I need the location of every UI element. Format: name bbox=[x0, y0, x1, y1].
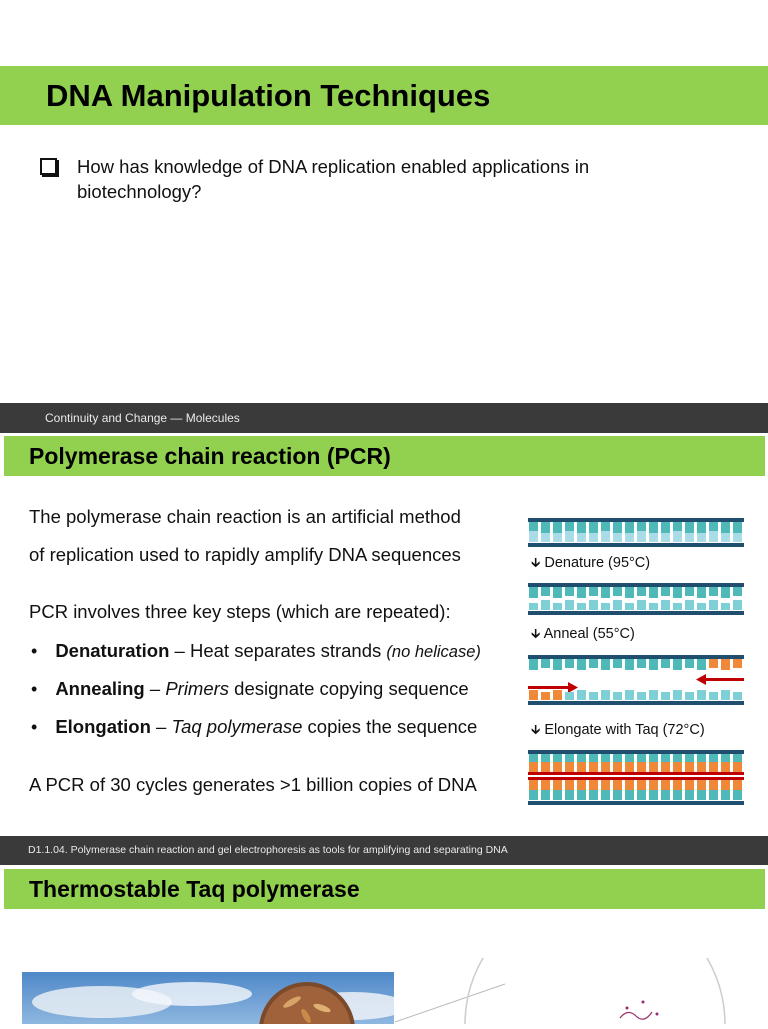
step-elongation bbox=[31, 715, 477, 739]
dna-base bbox=[685, 600, 694, 610]
dna-base bbox=[625, 754, 634, 762]
dna-base bbox=[721, 659, 730, 670]
dna-base bbox=[565, 754, 574, 762]
dna-base bbox=[589, 600, 598, 610]
dna-base bbox=[553, 762, 562, 773]
dna-base bbox=[697, 659, 706, 670]
dna-base bbox=[613, 600, 622, 610]
dna-base bbox=[709, 531, 718, 542]
dna-base bbox=[733, 692, 742, 700]
dna-base bbox=[685, 659, 694, 668]
dna-base bbox=[625, 762, 634, 773]
elongate-label bbox=[531, 721, 705, 739]
step-term: Denaturation bbox=[55, 640, 170, 661]
slide1-footer-text: Continuity and Change — Molecules bbox=[45, 411, 240, 425]
dna-base bbox=[553, 587, 562, 598]
primer bbox=[704, 678, 744, 681]
dna-strand bbox=[528, 543, 744, 547]
dna-base bbox=[553, 790, 562, 800]
dna-base bbox=[733, 659, 742, 668]
dna-base bbox=[589, 587, 598, 596]
dna-base bbox=[697, 603, 706, 610]
dna-strand bbox=[528, 611, 744, 615]
primer bbox=[528, 686, 568, 689]
bullet-icon: • bbox=[31, 641, 38, 661]
dna-base bbox=[577, 790, 586, 800]
dna-base bbox=[553, 522, 562, 534]
dna-base bbox=[721, 522, 730, 534]
dna-base bbox=[613, 692, 622, 700]
dna-base bbox=[625, 780, 634, 790]
dna-base bbox=[577, 603, 586, 610]
dna-base bbox=[625, 587, 634, 598]
dna-base bbox=[565, 587, 574, 596]
primer bbox=[528, 772, 744, 775]
slide2-footer-text: D1.1.04. Polymerase chain reaction and gel electrophoresis as tools for amplifying and separating DNA bbox=[28, 844, 508, 856]
denature-label-text: Denature (95°C) bbox=[544, 555, 651, 571]
dna-base bbox=[541, 600, 550, 610]
dna-base bbox=[601, 522, 610, 532]
dna-base bbox=[625, 659, 634, 670]
step-sep: – bbox=[169, 640, 190, 661]
dna-base bbox=[565, 600, 574, 610]
dna-base bbox=[601, 659, 610, 670]
dna-base bbox=[613, 754, 622, 762]
dna-base bbox=[709, 754, 718, 762]
dna-base bbox=[733, 762, 742, 773]
dna-base bbox=[709, 692, 718, 700]
dna-base bbox=[673, 754, 682, 762]
intro-line-2: of replication used to rapidly amplify DNA sequences bbox=[29, 544, 461, 565]
dna-base bbox=[577, 762, 586, 773]
slide3-title: Thermostable Taq polymerase bbox=[29, 876, 360, 902]
dna-base bbox=[601, 754, 610, 762]
dna-base bbox=[709, 762, 718, 773]
dna-base bbox=[661, 659, 670, 668]
dna-base bbox=[565, 692, 574, 700]
dna-base bbox=[709, 522, 718, 532]
dna-base bbox=[733, 790, 742, 800]
dna-base bbox=[541, 762, 550, 773]
dna-base bbox=[613, 587, 622, 596]
dna-base bbox=[589, 780, 598, 790]
dna-base bbox=[541, 587, 550, 596]
dna-base bbox=[553, 533, 562, 542]
dna-base bbox=[649, 603, 658, 610]
dna-base bbox=[553, 659, 562, 670]
dna-strand bbox=[528, 518, 744, 522]
dna-base bbox=[673, 587, 682, 598]
dna-base bbox=[661, 587, 670, 596]
step-term: Elongation bbox=[55, 716, 151, 737]
dna-base bbox=[529, 762, 538, 773]
step-annealing bbox=[31, 677, 469, 701]
dna-base bbox=[637, 587, 646, 596]
dna-base bbox=[553, 754, 562, 762]
dna-base bbox=[697, 790, 706, 800]
dna-base bbox=[673, 531, 682, 542]
denature-label bbox=[531, 554, 650, 572]
dna-base bbox=[541, 780, 550, 790]
step-italic: Taq polymerase bbox=[171, 716, 303, 737]
dna-base bbox=[673, 762, 682, 773]
dna-base bbox=[649, 659, 658, 670]
dna-base bbox=[625, 522, 634, 534]
dna-base bbox=[541, 754, 550, 762]
dna-base bbox=[721, 587, 730, 598]
dna-base bbox=[709, 659, 718, 668]
dna-base bbox=[685, 754, 694, 762]
dna-strand bbox=[528, 801, 744, 805]
dna-base bbox=[541, 533, 550, 542]
dna-base bbox=[529, 522, 538, 532]
dna-base bbox=[649, 754, 658, 762]
dna-base bbox=[661, 762, 670, 773]
dna-base bbox=[529, 531, 538, 542]
conclusion: A PCR of 30 cycles generates >1 billion copies of DNA bbox=[29, 774, 477, 795]
dna-base bbox=[541, 692, 550, 700]
dna-base bbox=[637, 790, 646, 800]
dna-base bbox=[637, 531, 646, 542]
dna-base bbox=[601, 780, 610, 790]
dna-base bbox=[709, 587, 718, 596]
dna-base bbox=[601, 690, 610, 700]
dna-base bbox=[721, 762, 730, 773]
dna-base bbox=[721, 603, 730, 610]
step-desc: Heat separates strands bbox=[189, 640, 387, 661]
dna-base bbox=[613, 659, 622, 668]
dna-base bbox=[721, 790, 730, 800]
dna-base bbox=[577, 659, 586, 670]
dna-base bbox=[529, 690, 538, 700]
dna-base bbox=[577, 587, 586, 598]
checkbox-icon bbox=[40, 158, 57, 175]
dna-base bbox=[589, 790, 598, 800]
dna-base bbox=[673, 522, 682, 532]
dna-base bbox=[625, 533, 634, 542]
slide1-question: How has knowledge of DNA replication enabled applications in biotechnology? bbox=[77, 156, 590, 202]
dna-base bbox=[601, 790, 610, 800]
dna-base bbox=[637, 762, 646, 773]
dna-strand bbox=[528, 701, 744, 705]
dna-base bbox=[697, 522, 706, 534]
dna-base bbox=[661, 790, 670, 800]
dna-base bbox=[565, 659, 574, 668]
dna-base bbox=[721, 780, 730, 790]
dna-base bbox=[577, 533, 586, 542]
dna-base bbox=[637, 600, 646, 610]
dna-base bbox=[697, 754, 706, 762]
step-desc: designate copying sequence bbox=[229, 678, 469, 699]
intro-line-1: The polymerase chain reaction is an artificial method bbox=[29, 506, 461, 527]
dna-base bbox=[697, 690, 706, 700]
dna-base bbox=[625, 690, 634, 700]
dna-base bbox=[661, 522, 670, 534]
step-sep: – bbox=[144, 678, 166, 699]
dna-base bbox=[709, 780, 718, 790]
dna-base bbox=[685, 790, 694, 800]
dna-base bbox=[541, 659, 550, 668]
dna-base bbox=[733, 600, 742, 610]
dna-base bbox=[637, 522, 646, 532]
dna-base bbox=[613, 780, 622, 790]
dna-base bbox=[589, 522, 598, 534]
dna-base bbox=[661, 533, 670, 542]
bullet-icon: • bbox=[31, 679, 38, 699]
dna-base bbox=[697, 533, 706, 542]
elongate-label-text: Elongate with Taq (72°C) bbox=[544, 722, 705, 738]
dna-base bbox=[553, 690, 562, 700]
dna-base bbox=[649, 533, 658, 542]
dna-base bbox=[529, 659, 538, 670]
dna-base bbox=[709, 600, 718, 610]
dna-base bbox=[649, 780, 658, 790]
step-italic: Primers bbox=[165, 678, 230, 699]
dna-base bbox=[637, 659, 646, 668]
dna-base bbox=[553, 780, 562, 790]
dna-base bbox=[577, 690, 586, 700]
dna-base bbox=[565, 780, 574, 790]
step-term: Annealing bbox=[55, 678, 145, 699]
dna-base bbox=[685, 522, 694, 534]
dna-base bbox=[733, 522, 742, 534]
arrow-down-icon: 🡳 bbox=[531, 555, 541, 570]
dna-base bbox=[697, 780, 706, 790]
dna-strand bbox=[528, 655, 744, 659]
dna-base bbox=[589, 533, 598, 542]
hot-spring-photo bbox=[22, 972, 394, 1024]
bullet-icon: • bbox=[31, 717, 38, 737]
dna-base bbox=[529, 754, 538, 762]
dna-base bbox=[661, 600, 670, 610]
dna-base bbox=[649, 690, 658, 700]
dna-base bbox=[565, 522, 574, 532]
dna-base bbox=[673, 603, 682, 610]
dna-base bbox=[673, 790, 682, 800]
dna-base bbox=[673, 659, 682, 670]
slide1-title: DNA Manipulation Techniques bbox=[46, 78, 491, 113]
dna-base bbox=[649, 587, 658, 598]
dna-base bbox=[613, 533, 622, 542]
dna-base bbox=[577, 780, 586, 790]
dna-base bbox=[625, 603, 634, 610]
dna-base bbox=[589, 754, 598, 762]
dna-base bbox=[529, 780, 538, 790]
dna-base bbox=[565, 531, 574, 542]
dna-base bbox=[601, 762, 610, 773]
dna-base bbox=[661, 692, 670, 700]
anneal-label bbox=[531, 625, 635, 643]
dna-base bbox=[601, 587, 610, 598]
arrow-down-icon: 🡳 bbox=[531, 626, 541, 641]
dna-base bbox=[589, 659, 598, 668]
dna-base bbox=[709, 790, 718, 800]
step-desc: copies the sequence bbox=[302, 716, 478, 737]
primer-arrow bbox=[696, 674, 706, 685]
step-sep: – bbox=[150, 716, 172, 737]
dna-base bbox=[613, 762, 622, 773]
slide2-title: Polymerase chain reaction (PCR) bbox=[29, 443, 391, 469]
anneal-label-text: Anneal (55°C) bbox=[543, 626, 635, 642]
primer-arrow bbox=[568, 682, 578, 693]
dna-base bbox=[565, 762, 574, 773]
dna-base bbox=[733, 533, 742, 542]
dna-strand bbox=[528, 583, 744, 587]
dna-base bbox=[565, 790, 574, 800]
dna-base bbox=[721, 533, 730, 542]
dna-base bbox=[553, 603, 562, 610]
dna-base bbox=[577, 754, 586, 762]
dna-base bbox=[697, 762, 706, 773]
dna-base bbox=[649, 522, 658, 534]
zoom-circle-illustration bbox=[395, 958, 768, 1024]
dna-base bbox=[589, 762, 598, 773]
dna-base bbox=[661, 780, 670, 790]
dna-base bbox=[529, 587, 538, 598]
dna-base bbox=[685, 692, 694, 700]
dna-base bbox=[529, 790, 538, 800]
dna-base bbox=[685, 587, 694, 596]
dna-base bbox=[637, 692, 646, 700]
dna-base bbox=[649, 790, 658, 800]
dna-base bbox=[733, 754, 742, 762]
arrow-down-icon: 🡳 bbox=[531, 722, 541, 737]
dna-base bbox=[637, 780, 646, 790]
dna-base bbox=[541, 522, 550, 534]
dna-base bbox=[721, 754, 730, 762]
primer bbox=[528, 777, 744, 780]
step-denaturation bbox=[31, 639, 481, 664]
dna-base bbox=[721, 690, 730, 700]
dna-strand bbox=[528, 750, 744, 754]
steps-intro: PCR involves three key steps (which are repeated): bbox=[29, 601, 451, 622]
dna-base bbox=[613, 522, 622, 534]
dna-base bbox=[541, 790, 550, 800]
dna-base bbox=[577, 522, 586, 534]
dna-base bbox=[733, 780, 742, 790]
dna-base bbox=[673, 690, 682, 700]
dna-base bbox=[589, 692, 598, 700]
dna-base bbox=[697, 587, 706, 598]
dna-base bbox=[613, 790, 622, 800]
dna-base bbox=[685, 533, 694, 542]
dna-base bbox=[661, 754, 670, 762]
step-note: (no helicase) bbox=[386, 643, 481, 661]
dna-base bbox=[649, 762, 658, 773]
dna-base bbox=[685, 762, 694, 773]
dna-base bbox=[625, 790, 634, 800]
dna-base bbox=[529, 603, 538, 610]
dna-base bbox=[637, 754, 646, 762]
dna-base bbox=[673, 780, 682, 790]
dna-base bbox=[601, 531, 610, 542]
dna-base bbox=[685, 780, 694, 790]
dna-base bbox=[733, 587, 742, 596]
dna-base bbox=[601, 603, 610, 610]
